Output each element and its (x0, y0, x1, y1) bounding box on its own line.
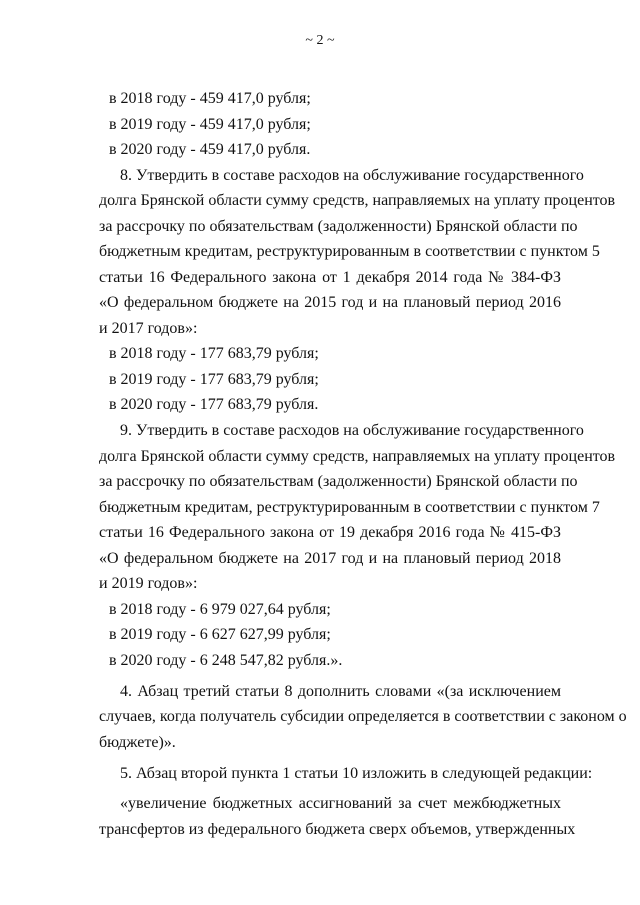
text-line: статьи 16 Федерального закона от 1 декабря 2014 года № 384-ФЗ (99, 269, 561, 286)
text-line: «О федеральном бюджете на 2015 год и на плановый период 2016 (99, 294, 561, 311)
text-line: в 2018 году - 459 417,0 рубля; (109, 90, 311, 107)
text-line: в 2020 году - 459 417,0 рубля. (109, 141, 311, 158)
text-line: 5. Абзац второй пункта 1 статьи 10 изложить в следующей редакции: (120, 765, 593, 782)
text-line: трансфертов из федерального бюджета сверх объемов, утвержденных (99, 821, 576, 838)
text-line: в 2018 году - 177 683,79 рубля; (109, 345, 319, 362)
text-line: в 2019 году - 177 683,79 рубля; (109, 371, 319, 388)
text-line: бюджете)». (99, 734, 176, 751)
text-line: 8. Утвердить в составе расходов на обслуживание государственного (120, 167, 584, 184)
text-line: «О федеральном бюджете на 2017 год и на плановый период 2018 (99, 550, 561, 567)
text-line: в 2018 году - 6 979 027,64 рубля; (109, 601, 331, 618)
text-line: и 2017 годов»: (99, 320, 198, 337)
text-line: долга Брянской области сумму средств, направляемых на уплату процентов (99, 192, 616, 209)
page-number: ~ 2 ~ (305, 33, 335, 48)
text-line: 9. Утвердить в составе расходов на обслуживание государственного (120, 422, 584, 439)
text-line: в 2019 году - 459 417,0 рубля; (109, 116, 311, 133)
text-line: в 2020 году - 6 248 547,82 рубля.». (109, 652, 343, 669)
text-line: в 2020 году - 177 683,79 рубля. (109, 396, 319, 413)
text-line: и 2019 годов»: (99, 575, 198, 592)
text-line: бюджетным кредитам, реструктурированным в соответствии с пунктом 7 (99, 499, 600, 516)
text-line: статьи 16 Федерального закона от 19 декабря 2016 года № 415-ФЗ (99, 524, 561, 541)
text-line: за рассрочку по обязательствам (задолженности) Брянской области по (99, 473, 578, 490)
text-line: «увеличение бюджетных ассигнований за счет межбюджетных (120, 795, 561, 812)
text-line: случаев, когда получатель субсидии определяется в соответствии с законом о (99, 708, 627, 725)
text-line: долга Брянской области сумму средств, направляемых на уплату процентов (99, 448, 616, 465)
text-line: 4. Абзац третий статьи 8 дополнить словами «(за исключением (120, 683, 561, 700)
text-line: в 2019 году - 6 627 627,99 рубля; (109, 626, 331, 643)
text-line: за рассрочку по обязательствам (задолженности) Брянской области по (99, 218, 578, 235)
text-line: бюджетным кредитам, реструктурированным в соответствии с пунктом 5 (99, 243, 600, 260)
